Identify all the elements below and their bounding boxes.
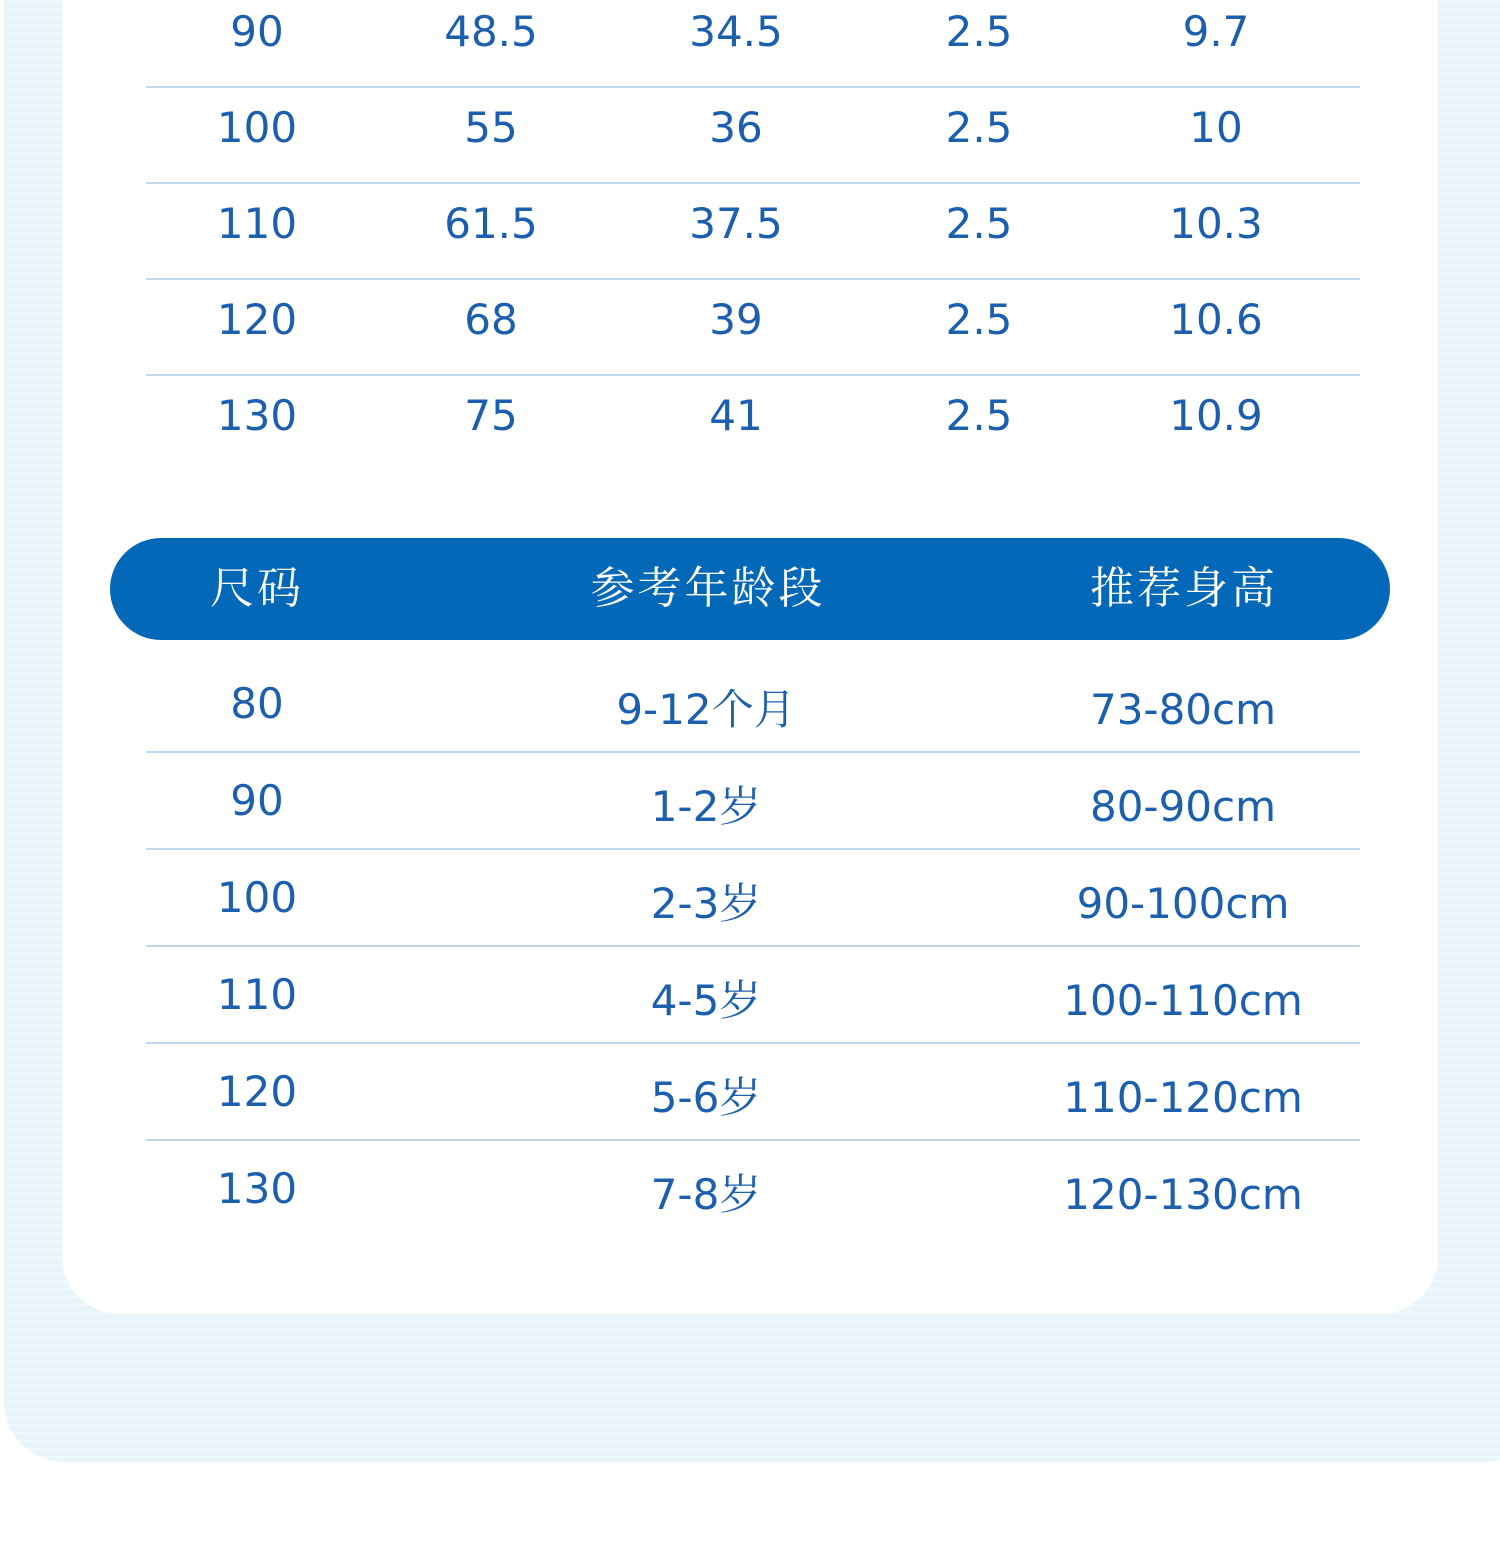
measure-cell: 55: [464, 103, 518, 152]
size-cell: 80: [230, 679, 284, 728]
table-row: [146, 945, 1360, 1044]
height-cell: 80-90cm: [1089, 782, 1277, 831]
measure-cell: 10.6: [1169, 295, 1263, 344]
size-cell: 120: [216, 1067, 298, 1116]
table-row: [146, 182, 1360, 280]
age-cell: 5-6岁: [650, 1073, 762, 1122]
table-row: [146, 848, 1360, 947]
height-cell: 73-80cm: [1089, 685, 1277, 734]
measure-cell: 75: [464, 391, 518, 440]
table-row: [146, 374, 1360, 470]
height-cell: 100-110cm: [1063, 976, 1303, 1025]
size-cell: 90: [230, 776, 284, 825]
table-row: [146, 86, 1360, 184]
table-row: [146, 654, 1360, 753]
measure-cell: 68: [464, 295, 518, 344]
measure-cell: 2.5: [945, 391, 1013, 440]
measure-cell: 9.7: [1182, 7, 1250, 56]
size-cell: 100: [216, 873, 298, 922]
age-cell: 7-8岁: [650, 1170, 762, 1219]
age-cell: 1-2岁: [650, 782, 762, 831]
table-row: [146, 1139, 1360, 1236]
measure-cell: 34.5: [689, 7, 783, 56]
measure-cell: 10.9: [1169, 391, 1263, 440]
size-cell: 120: [216, 295, 298, 344]
size-cell: 130: [216, 1164, 298, 1213]
size-cell: 130: [216, 391, 298, 440]
header-size: 尺码: [210, 563, 304, 614]
measure-cell: 2.5: [945, 7, 1013, 56]
measure-cell: 61.5: [444, 199, 538, 248]
table-row: [146, 0, 1360, 88]
size-cell: 110: [216, 970, 298, 1019]
measure-cell: 2.5: [945, 199, 1013, 248]
age-table-header: [110, 538, 1390, 640]
size-cell: 90: [230, 7, 284, 56]
measure-cell: 39: [709, 295, 763, 344]
age-cell: 4-5岁: [650, 976, 762, 1025]
measure-cell: 10.3: [1169, 199, 1263, 248]
age-cell: 9-12个月: [616, 685, 796, 734]
table-row: [146, 278, 1360, 376]
measure-cell: 36: [709, 103, 763, 152]
measure-cell: 10: [1189, 103, 1243, 152]
header-recommended-height: 推荐身高: [1090, 563, 1278, 614]
measure-cell: 48.5: [444, 7, 538, 56]
header-age-range: 参考年龄段: [590, 563, 826, 614]
table-row: [146, 1042, 1360, 1141]
measure-cell: 37.5: [689, 199, 783, 248]
size-cell: 100: [216, 103, 298, 152]
measure-cell: 2.5: [945, 295, 1013, 344]
height-cell: 120-130cm: [1063, 1170, 1303, 1219]
size-cell: 110: [216, 199, 298, 248]
height-cell: 110-120cm: [1063, 1073, 1303, 1122]
measure-cell: 2.5: [945, 103, 1013, 152]
measure-cell: 41: [709, 391, 763, 440]
table-row: [146, 751, 1360, 850]
height-cell: 90-100cm: [1076, 879, 1290, 928]
age-cell: 2-3岁: [650, 879, 762, 928]
